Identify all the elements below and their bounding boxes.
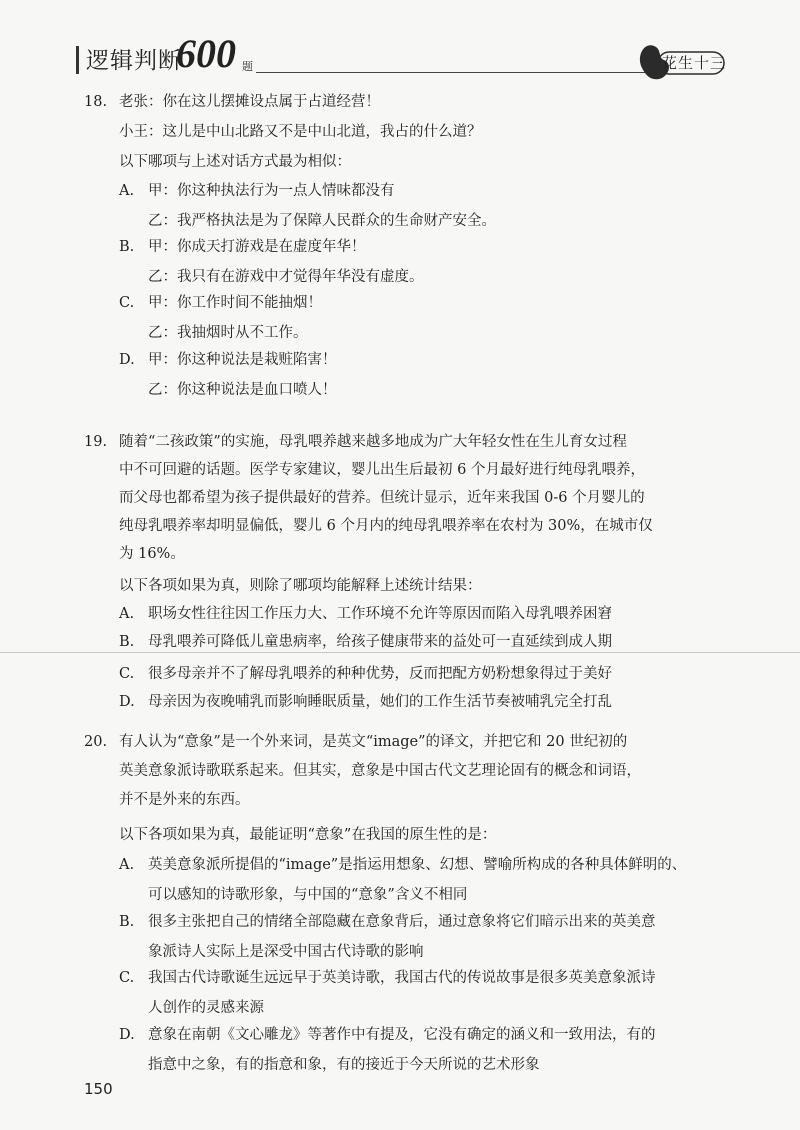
option-text: 职场女性往往因工作压力大、工作环境不允许等原因而陷入母乳喂养困窘 <box>148 606 612 622</box>
option-label: A. <box>119 857 135 873</box>
question-stem-line: 并不是外来的东西。 <box>119 792 250 808</box>
option-text: 指意中之象，有的指意和象，有的接近于今天所说的艺术形象 <box>148 1057 540 1073</box>
header-rule <box>256 72 646 73</box>
option-label: C. <box>119 970 135 986</box>
question-stem-line: 以下各项如果为真，最能证明“意象”在我国的原生性的是： <box>119 827 497 843</box>
question-stem-line: 老张：你在这儿摆摊设点属于占道经营！ <box>119 94 380 110</box>
question-stem-line: 而父母也都希望为孩子提供最好的营养。但统计显示，近年来我国 0-6 个月婴儿的 <box>119 490 645 506</box>
question-stem-line: 英美意象派诗歌联系起来。但其实，意象是中国古代文艺理论固有的概念和词语， <box>119 763 641 779</box>
option-text: 很多主张把自己的情绪全部隐藏在意象背后，通过意象将它们暗示出来的英美意 <box>148 914 656 930</box>
option-text: 甲：你成天打游戏是在虚度年华！ <box>148 239 366 255</box>
question-stem-line: 以下哪项与上述对话方式最为相似： <box>119 154 351 170</box>
question-stem-line: 随着“二孩政策”的实施，母乳喂养越来越多地成为广大年轻女性在生儿育女过程 <box>119 434 627 450</box>
option-text: 很多母亲并不了解母乳喂养的种种优势，反而把配方奶粉想象得过于美好 <box>148 666 612 682</box>
page-header <box>62 28 742 88</box>
page-number: 150 <box>84 1080 113 1098</box>
option-label: D. <box>119 694 135 710</box>
book-number: 600 <box>176 31 236 76</box>
question-stem-line: 有人认为“意象”是一个外来词，是英文“image”的译文，并把它和 20 世纪初的 <box>119 734 628 750</box>
question-stem-line: 以下各项如果为真，则除了哪项均能解释上述统计结果： <box>119 578 482 594</box>
book-suffix: 题 <box>242 60 253 73</box>
option-text: 可以感知的诗歌形象，与中国的“意象”含义不相同 <box>148 887 468 903</box>
question-stem-line: 为 16%。 <box>119 546 185 562</box>
header-bar <box>76 46 79 74</box>
option-text: 甲：你这种执法行为一点人情味都没有 <box>148 183 395 199</box>
question-stem-line: 小王：这儿是中山北路又不是中山北道，我占的什么道？ <box>119 124 482 140</box>
question-stem-line: 中不可回避的话题。医学专家建议，婴儿出生后最初 6 个月最好进行纯母乳喂养， <box>119 462 645 478</box>
logo-text: 花生十三 <box>662 54 727 72</box>
option-label: B. <box>119 914 135 930</box>
option-label: A. <box>119 606 135 622</box>
option-label: D. <box>119 1027 135 1043</box>
option-text: 母亲因为夜晚哺乳而影响睡眠质量，她们的工作生活节奏被哺乳完全打乱 <box>148 694 612 710</box>
option-label: C. <box>119 666 135 682</box>
option-text: 意象在南朝《文心雕龙》等著作中有提及，它没有确定的涵义和一致用法，有的 <box>148 1027 656 1043</box>
option-text: 母乳喂养可降低儿童患病率，给孩子健康带来的益处可一直延续到成人期 <box>148 634 612 650</box>
option-text: 甲：你这种说法是栽赃陷害！ <box>148 352 337 368</box>
option-text: 乙：我严格执法是为了保障人民群众的生命财产安全。 <box>148 213 496 229</box>
question-number: 20. <box>84 734 108 750</box>
question-number: 19. <box>84 434 108 450</box>
option-text: 乙：我只有在游戏中才觉得年华没有虚度。 <box>148 269 424 285</box>
option-label: C. <box>119 295 135 311</box>
page-divider <box>0 652 800 653</box>
option-label: D. <box>119 352 135 368</box>
option-text: 我国古代诗歌诞生远远早于英美诗歌，我国古代的传说故事是很多英美意象派诗 <box>148 970 656 986</box>
option-text: 人创作的灵感来源 <box>148 1000 264 1016</box>
option-label: B. <box>119 239 135 255</box>
option-text: 乙：我抽烟时从不工作。 <box>148 325 308 341</box>
question-number: 18. <box>84 94 108 110</box>
option-label: B. <box>119 634 135 650</box>
question-stem-line: 纯母乳喂养率却明显偏低，婴儿 6 个月内的纯母乳喂养率在农村为 30%，在城市仅 <box>119 518 653 534</box>
option-text: 象派诗人实际上是深受中国古代诗歌的影响 <box>148 944 424 960</box>
option-text: 甲：你工作时间不能抽烟！ <box>148 295 322 311</box>
option-label: A. <box>119 183 135 199</box>
option-text: 英美意象派所提倡的“image”是指运用想象、幻想、譬喻所构成的各种具体鲜明的、 <box>148 857 687 873</box>
option-text: 乙：你这种说法是血口喷人！ <box>148 382 337 398</box>
book-title: 逻辑判断 <box>86 48 182 74</box>
